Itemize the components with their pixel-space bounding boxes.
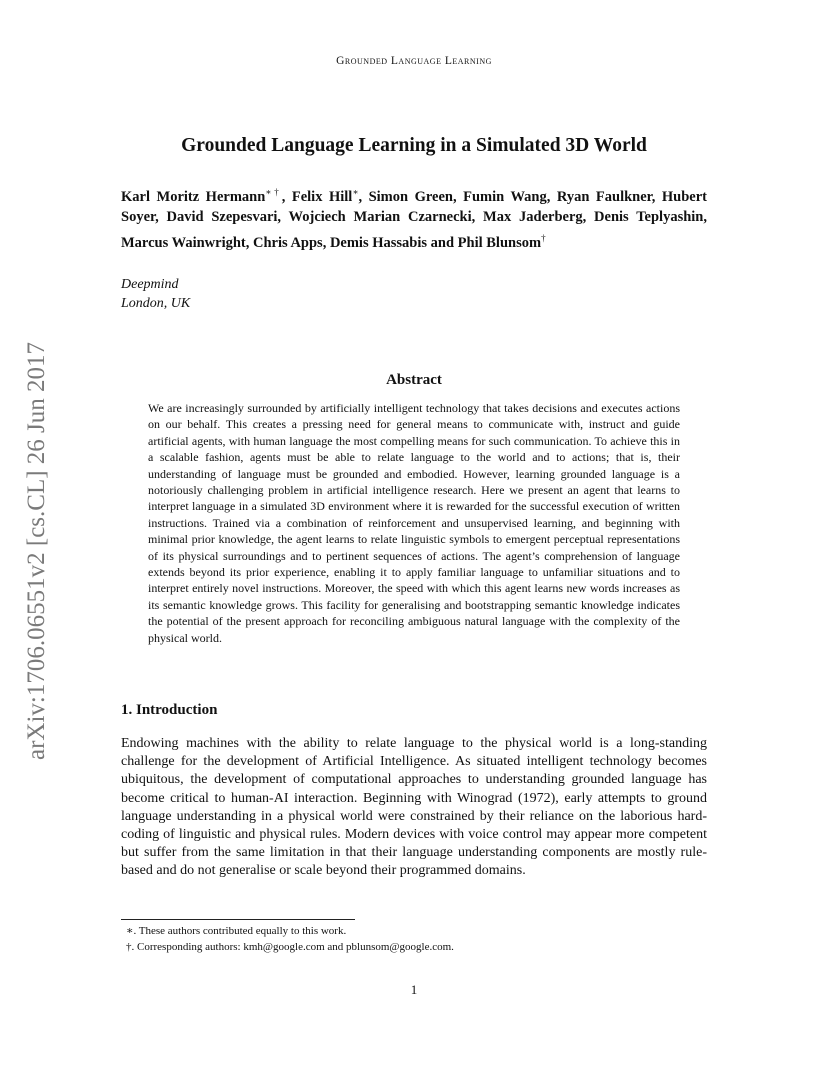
footnote-equal-contribution: ∗. These authors contributed equally to this work. <box>126 925 347 937</box>
author-mark: † <box>541 232 546 243</box>
abstract-heading: Abstract <box>386 372 442 388</box>
affiliation <box>121 275 190 313</box>
running-head: Grounded Language Learning <box>336 55 492 67</box>
abstract-text: We are increasingly surrounded by artificially intelligent technology that takes decisions and executes actions on our behalf. This creates a pressing need for general means to communicate with, instruct and guide artificial agents, with human language the most compelling means for such communication. To achieve this in a scalable fashion, agents must be able to relate language to the world and to actions; that is, their understanding of language must be grounded and embodied. However, learning grounded language is a notoriously challenging problem in artificial intelligence research. Here we present an agent that learns to interpret language in a simulated 3D environment where it is rewarded for the successful execution of written instructions. Trained via a combination of reinforcement and unsupervised learning, and beginning with minimal prior knowledge, the agent learns to relate linguistic symbols to emergent perceptual representations of its physical surroundings and to pertinent sequences of actions. The agent’s comprehension of language extends beyond its prior experience, enabling it to apply familiar language to unfamiliar situations and to interpret entirely novel instructions. Moreover, the speed with which this agent learns new words increases as its semantic knowledge grows. This facility for generalising and bootstrapping semantic knowledge indicates the potential of the present approach for reconciling ambiguous natural language with the complexity of the physical world. <box>148 401 680 645</box>
author-mark: ∗ <box>352 187 359 197</box>
section-heading-introduction: 1. Introduction <box>121 702 218 718</box>
footnote-divider <box>121 919 355 920</box>
author-name: Karl Moritz Hermann <box>121 188 266 205</box>
author-names-rest: , Simon Green, Fumin Wang, Ryan Faulkner, Hubert Soyer, David Szepesvari, Wojciech Marian Czarnecki, Max Jaderberg, Denis Teplyashin, Marcus Wainwright, Chris Apps, Demis Hassabis and Phil Blunsom <box>121 188 708 251</box>
footnote-corresponding-authors: †. Corresponding authors: kmh@google.com and pblunsom@google.com. <box>126 940 454 953</box>
affiliation-location: London, UK <box>121 296 191 311</box>
author-list <box>121 182 707 253</box>
author-name: , Felix Hill <box>281 188 353 205</box>
author-mark: ∗† <box>265 187 282 197</box>
arxiv-identifier-stamp: arXiv:1706.06551v2 [cs.CL] 26 Jun 2017 <box>23 341 50 760</box>
introduction-paragraph: Endowing machines with the ability to relate language to the physical world is a long-standing challenge for the development of Artificial Intelligence. As situated intelligent technology becomes ubiquitous, the development of computational approaches to understanding grounded language has become critical to human-AI interaction. Beginning with Winograd (1972), early attempts to ground language understanding in a physical world were constrained by their reliance on the laborious hard-coding of linguistic and physical rules. Modern devices with voice control may appear more competent but suffer from the same limitation in that their language understanding components are mostly rule-based and do not generalise or scale beyond their programmed domains. <box>121 736 707 879</box>
footnotes <box>126 924 454 955</box>
page-number: 1 <box>410 982 418 997</box>
affiliation-org: Deepmind <box>121 277 179 292</box>
paper-title: Grounded Language Learning in a Simulated 3D World <box>181 135 647 156</box>
